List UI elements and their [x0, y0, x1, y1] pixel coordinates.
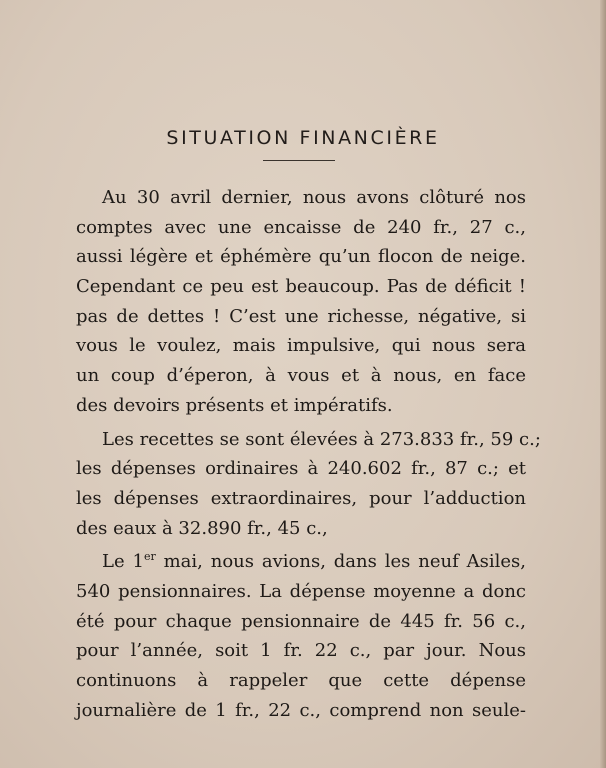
paragraph-2-line-4: des eaux à 32.890 fr., 45 c.,	[76, 517, 328, 539]
date-prefix: Le 1	[102, 551, 144, 573]
paragraph-3-line-1-text: mai, nous avions, dans les neuf Asiles,	[163, 551, 526, 573]
paragraph-1-line-6: vous le voulez, mais impulsive, qui nous sera	[76, 335, 526, 357]
paragraph-1-line-7: un coup d’éperon, à vous et à nous, en face	[76, 365, 526, 387]
paragraph-3-line-4: pour l’année, soit 1 fr. 22 c., par jour. Nous	[76, 640, 526, 662]
paragraph-1-line-2: comptes avec une encaisse de 240 fr., 27 c.,	[76, 216, 526, 238]
heading-rule	[263, 160, 335, 161]
paragraph-2-line-2: les dépenses ordinaires à 240.602 fr., 87 c.; et	[76, 458, 526, 480]
paragraph-1-line-3: aussi légère et éphémère qu’un flocon de neige.	[76, 246, 526, 268]
paragraph-2-line-3: les dépenses extraordinaires, pour l’adduction	[76, 487, 526, 509]
paragraph-1-line-4: Cependant ce peu est beaucoup. Pas de déficit !	[76, 276, 526, 298]
paragraph-1-line-1: Au 30 avril dernier, nous avons clôturé nos	[102, 187, 526, 208]
paragraph-3-line-2: 540 pensionnaires. La dépense moyenne a donc	[76, 580, 526, 602]
paragraph-3-line-3: été pour chaque pensionnaire de 445 fr. 56 c.,	[76, 610, 526, 632]
paragraph-3-line-1	[76, 547, 526, 577]
paragraph-1-line-8: des devoirs présents et impératifs.	[76, 394, 393, 416]
paragraph-2-line-1: Les recettes se sont élevées à 273.833 fr., 59 c.;	[102, 428, 541, 450]
page-edge	[600, 0, 606, 768]
body-text	[76, 183, 541, 725]
section-heading: SITUATION FINANCIÈRE	[166, 127, 440, 149]
paragraph-1-line-5: pas de dettes ! C’est une richesse, négative, si	[76, 305, 526, 327]
ordinal-superscript: er	[143, 550, 156, 564]
paragraph-3-line-6: journalière de 1 fr., 22 c., comprend non seule-	[76, 699, 526, 721]
paragraph-3-line-5: continuons à rappeler que cette dépense	[76, 670, 526, 691]
